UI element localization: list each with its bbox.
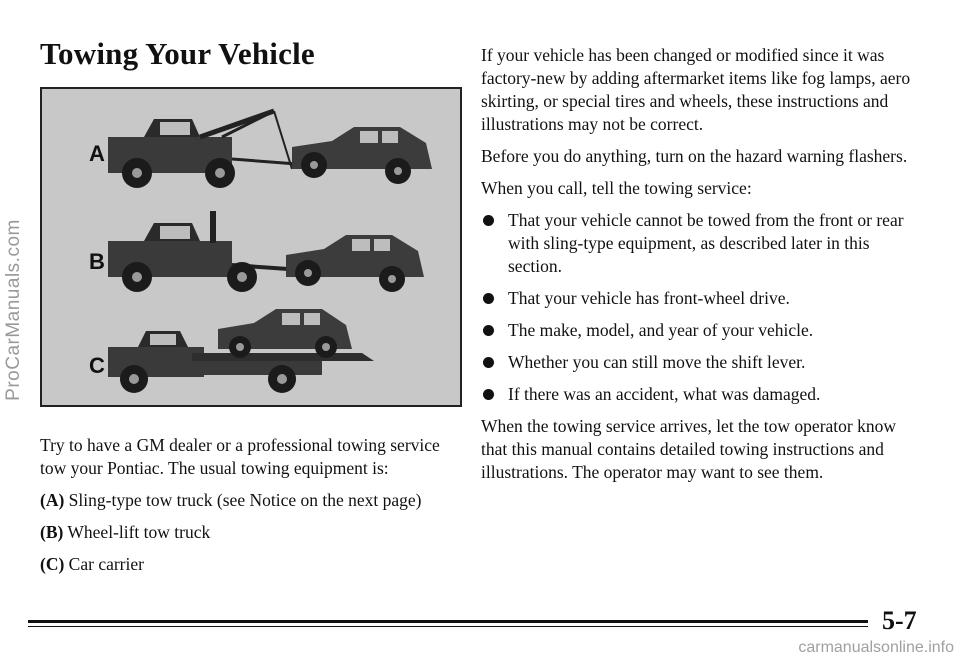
- equipment-item-b: [40, 521, 460, 544]
- equipment-text-c: Car carrier: [64, 554, 144, 574]
- car-drawing-b: [286, 235, 424, 292]
- list-item: [481, 351, 911, 374]
- page-number: 5-7: [882, 606, 917, 635]
- arrival-paragraph: When the towing service arrives, let the tow operator know that this manual contains detailed towing instructions and illustrations. The operator may want to see them.: [481, 416, 897, 482]
- list-item-text: Whether you can still move the shift lever.: [508, 352, 806, 372]
- equipment-text-a: Sling-type tow truck (see Notice on the next page): [64, 490, 422, 510]
- equipment-key-c: (C): [40, 554, 65, 574]
- modification-paragraph: If your vehicle has been changed or modified since it was factory-new by adding aftermarket items like fog lamps, aero skirting, or special tires and wheels, these instructions and illustrations may not be correct.: [481, 45, 911, 134]
- towing-equipment-illustration: [40, 87, 462, 407]
- footer-rule-thin: [28, 626, 868, 627]
- equipment-item-a: [40, 489, 460, 512]
- car-drawing-a: [292, 127, 432, 184]
- sling-tow-truck-drawing: [108, 111, 297, 188]
- equipment-key-b: (B): [40, 522, 64, 542]
- page-title: Towing Your Vehicle: [40, 36, 315, 71]
- list-item-text: The make, model, and year of your vehicle.: [508, 320, 814, 340]
- bullet-icon: [483, 293, 494, 304]
- left-column-text: [40, 434, 460, 585]
- list-item-text: That your vehicle cannot be towed from the front or rear with sling-type equipment, as described later in this section.: [508, 210, 904, 276]
- equipment-intro: Try to have a GM dealer or a professional towing service tow your Pontiac. The usual towing equipment is:: [40, 435, 440, 478]
- bullet-icon: [483, 357, 494, 368]
- bullet-icon: [483, 325, 494, 336]
- call-paragraph: When you call, tell the towing service:: [481, 178, 752, 198]
- towing-service-checklist: [481, 209, 911, 406]
- list-item: [481, 287, 911, 310]
- towing-illustration-svg: [42, 89, 460, 405]
- side-watermark-text: ProCarManuals.com: [3, 219, 25, 401]
- list-item-text: If there was an accident, what was damaged.: [508, 384, 821, 404]
- equipment-key-a: (A): [40, 490, 65, 510]
- list-item: [481, 383, 911, 406]
- wheel-lift-tow-truck-drawing: [108, 211, 288, 292]
- equipment-item-c: [40, 553, 460, 576]
- equipment-text-b: Wheel-lift tow truck: [63, 522, 211, 542]
- list-item: [481, 319, 911, 342]
- car-drawing-c: [218, 309, 352, 358]
- figure-label-c: C: [89, 353, 105, 378]
- figure-label-b: B: [89, 249, 105, 274]
- bottom-watermark: carmanualsonline.info: [798, 639, 954, 656]
- side-watermark: [2, 90, 26, 530]
- figure-label-a: A: [89, 141, 105, 166]
- list-item: [481, 209, 911, 278]
- hazard-paragraph: Before you do anything, turn on the hazard warning flashers.: [481, 146, 908, 166]
- footer-rule: [28, 620, 868, 623]
- bullet-icon: [483, 389, 494, 400]
- right-column-text: [481, 44, 911, 493]
- list-item-text: That your vehicle has front-wheel drive.: [508, 288, 790, 308]
- bullet-icon: [483, 215, 494, 226]
